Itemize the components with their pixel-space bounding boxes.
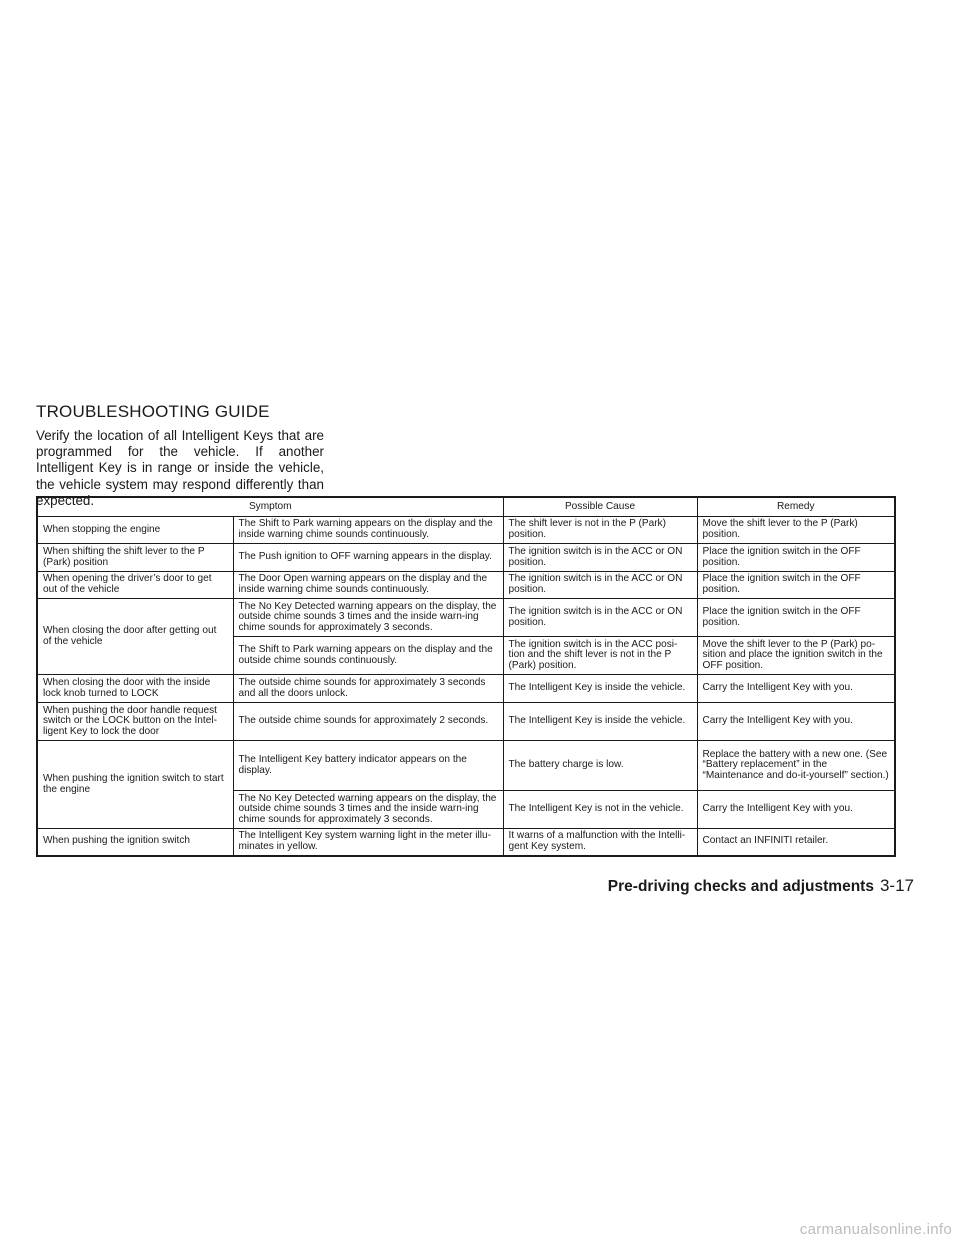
condition-cell: When closing the door after getting out of the vehicle <box>37 599 233 675</box>
symptom-cell: The outside chime sounds for approximately 3 seconds and all the doors unlock. <box>233 675 503 703</box>
symptom-cell: The Shift to Park warning appears on the display and the outside chime sounds continuously. <box>233 637 503 675</box>
table-row <box>37 544 895 572</box>
cause-cell: The ignition switch is in the ACC or ON position. <box>503 599 697 637</box>
remedy-cell: Carry the Intelligent Key with you. <box>697 675 895 703</box>
cause-cell: The battery charge is low. <box>503 741 697 791</box>
symptom-cell: The Intelligent Key system warning light in the meter illu-minates in yellow. <box>233 829 503 856</box>
symptom-cell: The No Key Detected warning appears on the display, the outside chime sounds 3 times and the inside warn-ing chime sounds for approximately 3 seconds. <box>233 599 503 637</box>
section-title: TROUBLESHOOTING GUIDE <box>36 402 270 421</box>
table-header-row <box>37 497 895 517</box>
page-number: 3-17 <box>879 876 914 895</box>
remedy-cell: Place the ignition switch in the OFF position. <box>697 544 895 572</box>
table-row <box>37 703 895 741</box>
header-symptom: Symptom <box>37 497 503 517</box>
cause-cell: The ignition switch is in the ACC or ON position. <box>503 544 697 572</box>
header-possible-cause: Possible Cause <box>503 497 697 517</box>
remedy-cell: Move the shift lever to the P (Park) po-sition and place the ignition switch in the OFF position. <box>697 637 895 675</box>
remedy-cell: Move the shift lever to the P (Park) position. <box>697 517 895 544</box>
condition-cell: When opening the driver’s door to get out of the vehicle <box>37 572 233 599</box>
remedy-cell: Carry the Intelligent Key with you. <box>697 791 895 829</box>
remedy-cell: Place the ignition switch in the OFF position. <box>697 572 895 599</box>
condition-cell: When pushing the door handle request switch or the LOCK button on the Intel-ligent Key to lock the door <box>37 703 233 741</box>
cause-cell: The Intelligent Key is inside the vehicle. <box>503 675 697 703</box>
remedy-cell: Contact an INFINITI retailer. <box>697 829 895 856</box>
condition-cell: When stopping the engine <box>37 517 233 544</box>
header-remedy: Remedy <box>697 497 895 517</box>
table-row <box>37 572 895 599</box>
remedy-cell: Carry the Intelligent Key with you. <box>697 703 895 741</box>
symptom-cell: The Push ignition to OFF warning appears in the display. <box>233 544 503 572</box>
condition-cell: When shifting the shift lever to the P (Park) position <box>37 544 233 572</box>
troubleshooting-table <box>36 496 896 857</box>
condition-cell: When pushing the ignition switch to start the engine <box>37 741 233 829</box>
page-footer <box>0 876 914 896</box>
cause-cell: The Intelligent Key is inside the vehicle. <box>503 703 697 741</box>
cause-cell: It warns of a malfunction with the Intelli-gent Key system. <box>503 829 697 856</box>
symptom-cell: The Intelligent Key battery indicator appears on the display. <box>233 741 503 791</box>
cause-cell: The shift lever is not in the P (Park) position. <box>503 517 697 544</box>
symptom-cell: The No Key Detected warning appears on the display, the outside chime sounds 3 times and the inside warn-ing chime sounds for approximately 3 seconds. <box>233 791 503 829</box>
cause-cell: The ignition switch is in the ACC or ON position. <box>503 572 697 599</box>
watermark: carmanualsonline.info <box>799 1221 952 1238</box>
remedy-cell: Replace the battery with a new one. (See “Battery replacement” in the “Maintenance and do-it-yourself” section.) <box>697 741 895 791</box>
table-row <box>37 675 895 703</box>
chapter-title: Pre-driving checks and adjustments <box>607 878 874 895</box>
symptom-cell: The Shift to Park warning appears on the display and the inside warning chime sounds continuously. <box>233 517 503 544</box>
symptom-cell: The Door Open warning appears on the display and the inside warning chime sounds continuously. <box>233 572 503 599</box>
table-row <box>37 599 895 637</box>
table-row <box>37 517 895 544</box>
cause-cell: The ignition switch is in the ACC posi-tion and the shift lever is not in the P (Park) position. <box>503 637 697 675</box>
condition-cell: When pushing the ignition switch <box>37 829 233 856</box>
remedy-cell: Place the ignition switch in the OFF position. <box>697 599 895 637</box>
condition-cell: When closing the door with the inside lock knob turned to LOCK <box>37 675 233 703</box>
cause-cell: The Intelligent Key is not in the vehicle. <box>503 791 697 829</box>
table-row <box>37 741 895 791</box>
table-row <box>37 829 895 856</box>
intro-paragraph: Verify the location of all Intelligent Keys that are programmed for the vehicle. If another Intelligent Key is in range or inside the vehicle, the vehicle system may respond differently than expected. <box>36 428 324 508</box>
symptom-cell: The outside chime sounds for approximately 2 seconds. <box>233 703 503 741</box>
